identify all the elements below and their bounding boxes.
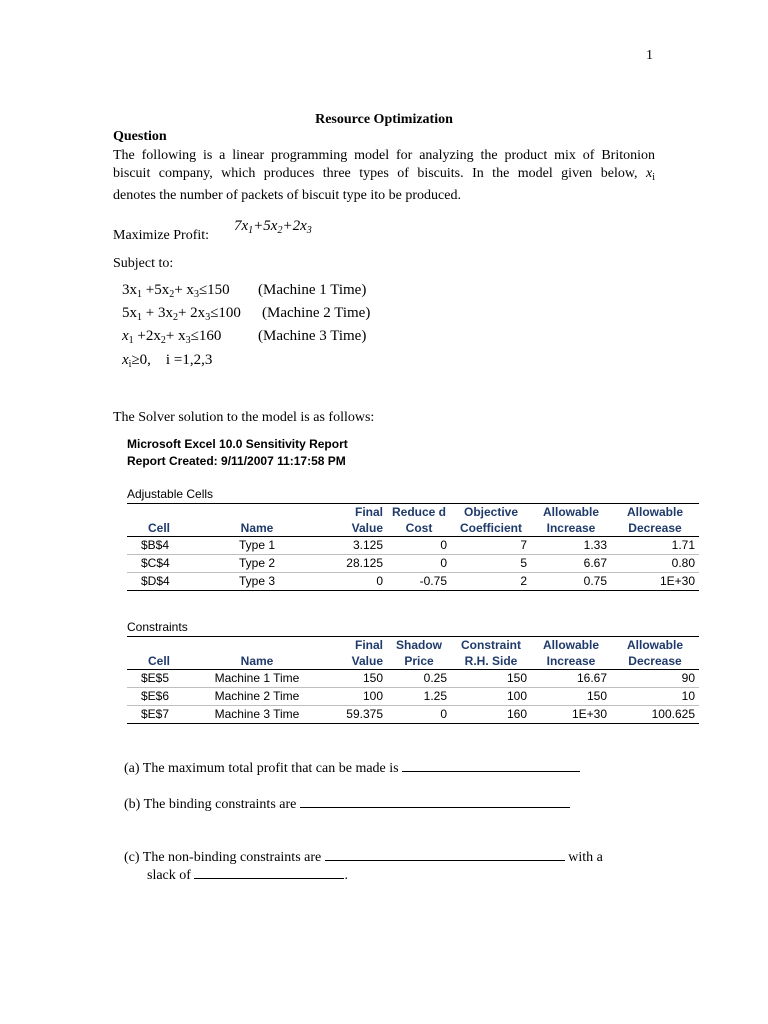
table-header: Decrease xyxy=(611,520,699,537)
constraint-machine-2 xyxy=(122,305,371,323)
constraint-term: +5x xyxy=(142,282,170,298)
constraint-machine-1 xyxy=(122,282,367,300)
table-header-row xyxy=(127,653,699,670)
constraint-sub: 3 xyxy=(193,289,199,300)
table-header: Cell xyxy=(127,653,191,670)
objective-sub-1: 1 xyxy=(248,225,254,236)
constraint-sub: 2 xyxy=(169,289,175,300)
table-cell: 1E+30 xyxy=(611,573,699,591)
table-header: Allowable xyxy=(531,504,611,521)
table-cell: 150 xyxy=(451,670,531,688)
solver-intro: The Solver solution to the model is as follows: xyxy=(113,410,375,425)
table-cell: -0.75 xyxy=(387,573,451,591)
constraint-term: 3x xyxy=(122,282,137,298)
table-header-row xyxy=(127,637,699,654)
objective-coef-3: +2 xyxy=(282,218,301,234)
table-cell: Type 2 xyxy=(191,555,323,573)
question-c-slack-text: slack of xyxy=(147,868,191,883)
constraint-sub: 3 xyxy=(185,335,191,346)
answer-blank-b[interactable] xyxy=(300,795,570,808)
table-cell: 100 xyxy=(323,688,387,706)
objective-coef-2: +5 xyxy=(253,218,271,234)
nonneg-rest: ≥0, i =1,2,3 xyxy=(131,352,213,368)
constraint-label: (Machine 2 Time) xyxy=(262,305,371,321)
table-header xyxy=(191,504,323,521)
document-title: Resource Optimization xyxy=(315,112,453,127)
constraint-rhs: ≤160 xyxy=(190,328,222,344)
question-c-period: . xyxy=(344,868,348,883)
table-cell: Type 3 xyxy=(191,573,323,591)
answer-blank-c1[interactable] xyxy=(325,848,565,861)
table-header-row xyxy=(127,520,699,537)
table-header: Final xyxy=(323,637,387,654)
table-header: Shadow xyxy=(387,637,451,654)
intro-variable: x xyxy=(646,166,653,181)
table-header: Value xyxy=(323,520,387,537)
question-c xyxy=(124,848,603,866)
intro-line-1: The following is a linear programming model for analyzing the product mix of Britonion xyxy=(113,148,655,163)
table-header: Objective xyxy=(451,504,531,521)
intro-paragraph xyxy=(113,147,655,205)
table-row xyxy=(127,688,699,706)
question-heading: Question xyxy=(113,129,167,144)
table-cell: 59.375 xyxy=(323,706,387,724)
table-header: Reduce d xyxy=(387,504,451,521)
table-row xyxy=(127,537,699,555)
intro-line-2 xyxy=(113,165,655,187)
constraint-term: + 3x xyxy=(142,305,173,321)
table-cell: 1.25 xyxy=(387,688,451,706)
table-header: Final xyxy=(323,504,387,521)
constraints-table xyxy=(127,636,699,724)
table-header: Value xyxy=(323,653,387,670)
intro-line-2-text: biscuit company, which produces three types of biscuits. In the model given below, xyxy=(113,166,638,181)
report-title: Microsoft Excel 10.0 Sensitivity Report xyxy=(127,437,348,451)
table-cell: 7 xyxy=(451,537,531,555)
objective-sub-2: 2 xyxy=(277,225,283,236)
constraint-sub: 1 xyxy=(128,335,134,346)
constraint-machine-3 xyxy=(122,328,367,346)
table-cell: 28.125 xyxy=(323,555,387,573)
table-cell: Type 1 xyxy=(191,537,323,555)
table-header: Coefficient xyxy=(451,520,531,537)
question-b xyxy=(124,795,570,813)
table-cell: 160 xyxy=(451,706,531,724)
table-cell: 16.67 xyxy=(531,670,611,688)
objective-coef-1: 7 xyxy=(234,218,242,234)
question-c-line2 xyxy=(147,866,348,884)
table-header: Name xyxy=(191,520,323,537)
table-row xyxy=(127,670,699,688)
intro-variable-sub: i xyxy=(652,172,655,183)
table-cell: $E$5 xyxy=(127,670,191,688)
table-cell: 0 xyxy=(387,537,451,555)
question-c-tail: with a xyxy=(568,850,603,865)
table-cell: $C$4 xyxy=(127,555,191,573)
table-cell: 6.67 xyxy=(531,555,611,573)
table-cell: 100.625 xyxy=(611,706,699,724)
table-header xyxy=(127,637,191,654)
constraint-rhs: ≤100 xyxy=(210,305,241,321)
constraint-sub: 2 xyxy=(172,312,178,323)
table-row xyxy=(127,706,699,724)
objective-var-2: x xyxy=(270,218,278,234)
question-b-text: (b) The binding constraints are xyxy=(124,797,297,812)
table-cell: 3.125 xyxy=(323,537,387,555)
table-cell: 150 xyxy=(531,688,611,706)
constraint-term: +2x xyxy=(133,328,161,344)
page-number: 1 xyxy=(646,48,653,63)
table-header: Increase xyxy=(531,653,611,670)
table-header: Allowable xyxy=(611,504,699,521)
table-row xyxy=(127,555,699,573)
objective-var-1: x xyxy=(241,218,249,234)
table-cell: 0.80 xyxy=(611,555,699,573)
table-cell: 5 xyxy=(451,555,531,573)
table-header: Price xyxy=(387,653,451,670)
subject-to-label: Subject to: xyxy=(113,256,174,271)
table-cell: $B$4 xyxy=(127,537,191,555)
table-header: Cost xyxy=(387,520,451,537)
objective-expression xyxy=(234,218,312,236)
constraint-term: 5x xyxy=(122,305,137,321)
table-header xyxy=(191,637,323,654)
table-header xyxy=(127,504,191,521)
table-header-row xyxy=(127,504,699,521)
answer-blank-a[interactable] xyxy=(402,759,580,772)
table-cell: $E$7 xyxy=(127,706,191,724)
intro-line-3: denotes the number of packets of biscuit type ito be produced. xyxy=(113,188,461,203)
objective-label: Maximize Profit: xyxy=(113,228,210,243)
table-header: Increase xyxy=(531,520,611,537)
adjustable-cells-label: Adjustable Cells xyxy=(127,487,214,501)
adjustable-cells-table xyxy=(127,503,699,591)
objective-sub-3: 3 xyxy=(306,225,312,236)
table-cell: $D$4 xyxy=(127,573,191,591)
constraint-sub: 1 xyxy=(137,289,142,300)
table-cell: 1.33 xyxy=(531,537,611,555)
table-header: R.H. Side xyxy=(451,653,531,670)
table-cell: 0 xyxy=(387,706,451,724)
constraint-sub: 2 xyxy=(160,335,166,346)
constraint-rhs: ≤150 xyxy=(198,282,230,298)
constraint-term: + x xyxy=(165,328,186,344)
table-cell: 0.75 xyxy=(531,573,611,591)
constraint-term: x xyxy=(122,328,129,344)
constraints-label: Constraints xyxy=(127,620,188,634)
table-header: Constraint xyxy=(451,637,531,654)
constraint-sub: 3 xyxy=(205,312,211,323)
table-cell: 150 xyxy=(323,670,387,688)
question-a-text: (a) The maximum total profit that can be made is xyxy=(124,761,399,776)
nonneg-sub: i xyxy=(128,359,132,370)
constraint-label: (Machine 3 Time) xyxy=(258,328,367,344)
constraint-term: + 2x xyxy=(177,305,206,321)
report-created: Report Created: 9/11/2007 11:17:58 PM xyxy=(127,454,346,468)
table-cell: Machine 3 Time xyxy=(191,706,323,724)
table-cell: 10 xyxy=(611,688,699,706)
table-cell: 1E+30 xyxy=(531,706,611,724)
question-a xyxy=(124,759,580,777)
table-cell: 0.25 xyxy=(387,670,451,688)
constraint-term: + x xyxy=(174,282,194,298)
table-cell: 0 xyxy=(387,555,451,573)
table-cell: Machine 1 Time xyxy=(191,670,323,688)
table-cell: Machine 2 Time xyxy=(191,688,323,706)
table-header: Allowable xyxy=(611,637,699,654)
table-cell: 0 xyxy=(323,573,387,591)
table-header: Cell xyxy=(127,520,191,537)
answer-blank-c2[interactable] xyxy=(194,866,344,879)
constraint-sub: 1 xyxy=(137,312,142,323)
table-cell: $E$6 xyxy=(127,688,191,706)
constraint-label: (Machine 1 Time) xyxy=(258,282,367,298)
question-c-text: (c) The non-binding constraints are xyxy=(124,850,322,865)
table-cell: 100 xyxy=(451,688,531,706)
nonneg-var: x xyxy=(122,352,129,368)
table-header: Decrease xyxy=(611,653,699,670)
table-header: Name xyxy=(191,653,323,670)
table-cell: 2 xyxy=(451,573,531,591)
nonnegativity-constraint xyxy=(122,352,212,370)
table-cell: 90 xyxy=(611,670,699,688)
objective-var-3: x xyxy=(300,218,307,234)
table-row xyxy=(127,573,699,591)
table-cell: 1.71 xyxy=(611,537,699,555)
table-header: Allowable xyxy=(531,637,611,654)
